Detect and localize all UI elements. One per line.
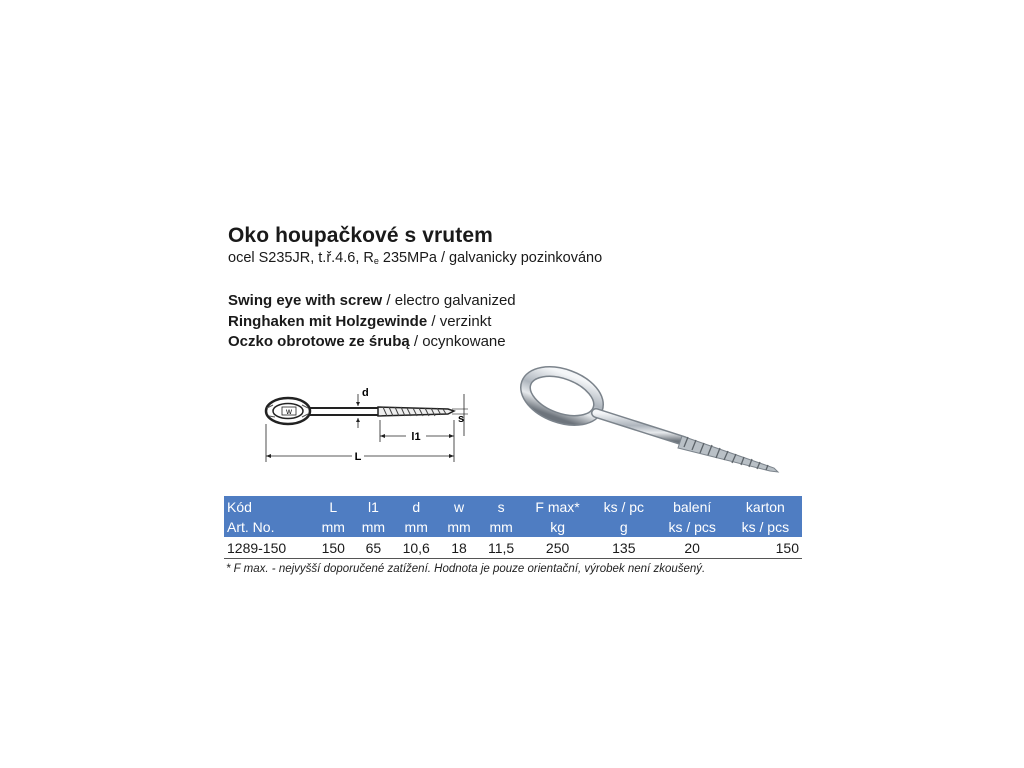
header-cell: karton	[729, 496, 802, 517]
table-cell: 20	[656, 537, 729, 559]
translations	[228, 291, 516, 353]
header-cell: Art. No.	[224, 517, 313, 537]
translation-de: Ringhaken mit Holzgewinde / verzinkt	[228, 312, 492, 330]
header-cell: ks / pcs	[656, 517, 729, 537]
product-photo	[512, 358, 792, 483]
header-cell: mm	[313, 517, 353, 537]
header-cell: d	[393, 496, 438, 517]
header-cell: L	[313, 496, 353, 517]
header-cell: F max*	[523, 496, 592, 517]
label-l1: l1	[411, 431, 421, 443]
header-cell: mm	[353, 517, 393, 537]
header-cell: Kód	[224, 496, 313, 517]
header-cell: mm	[393, 517, 438, 537]
header-cell: w	[439, 496, 479, 517]
table-cell: 150	[313, 537, 353, 559]
header-cell: mm	[439, 517, 479, 537]
spec-table	[224, 496, 802, 559]
label-w: w	[286, 407, 292, 416]
technical-drawing	[258, 380, 480, 466]
header-cell: kg	[523, 517, 592, 537]
table-cell: 1289-150	[224, 537, 313, 559]
table-header-row	[224, 517, 802, 537]
table-cell: 11,5	[479, 537, 523, 559]
product-title: Oko houpačkové s vrutem	[228, 224, 493, 247]
table-row	[224, 537, 802, 559]
product-material: ocel S235JR, t.ř.4.6, $R_e$ 235MPa / galvanicky pozinkováno	[228, 250, 603, 266]
header-cell: mm	[479, 517, 523, 537]
table-header-row	[224, 496, 802, 517]
table-cell: 150	[729, 537, 802, 559]
header-cell: ks / pcs	[729, 517, 802, 537]
table-cell: 250	[523, 537, 592, 559]
header-cell: balení	[656, 496, 729, 517]
header-cell: l1	[353, 496, 393, 517]
table-cell: 135	[592, 537, 656, 559]
label-d: d	[362, 387, 369, 399]
table-cell: 18	[439, 537, 479, 559]
translation-pl: Oczko obrotowe ze śrubą / ocynkowane	[228, 333, 506, 350]
translation-en: Swing eye with screw / electro galvanized	[228, 292, 516, 309]
table-cell: 10,6	[393, 537, 438, 559]
label-L: L	[354, 451, 362, 463]
label-s: s	[458, 413, 465, 425]
header-cell: s	[479, 496, 523, 517]
footnote: * F max. - nejvyšší doporučené zatížení. Hodnota je pouze orientační, výrobek není zkoušený.	[226, 563, 706, 575]
table-cell: 65	[353, 537, 393, 559]
header-cell: g	[592, 517, 656, 537]
header-cell: ks / pc	[592, 496, 656, 517]
